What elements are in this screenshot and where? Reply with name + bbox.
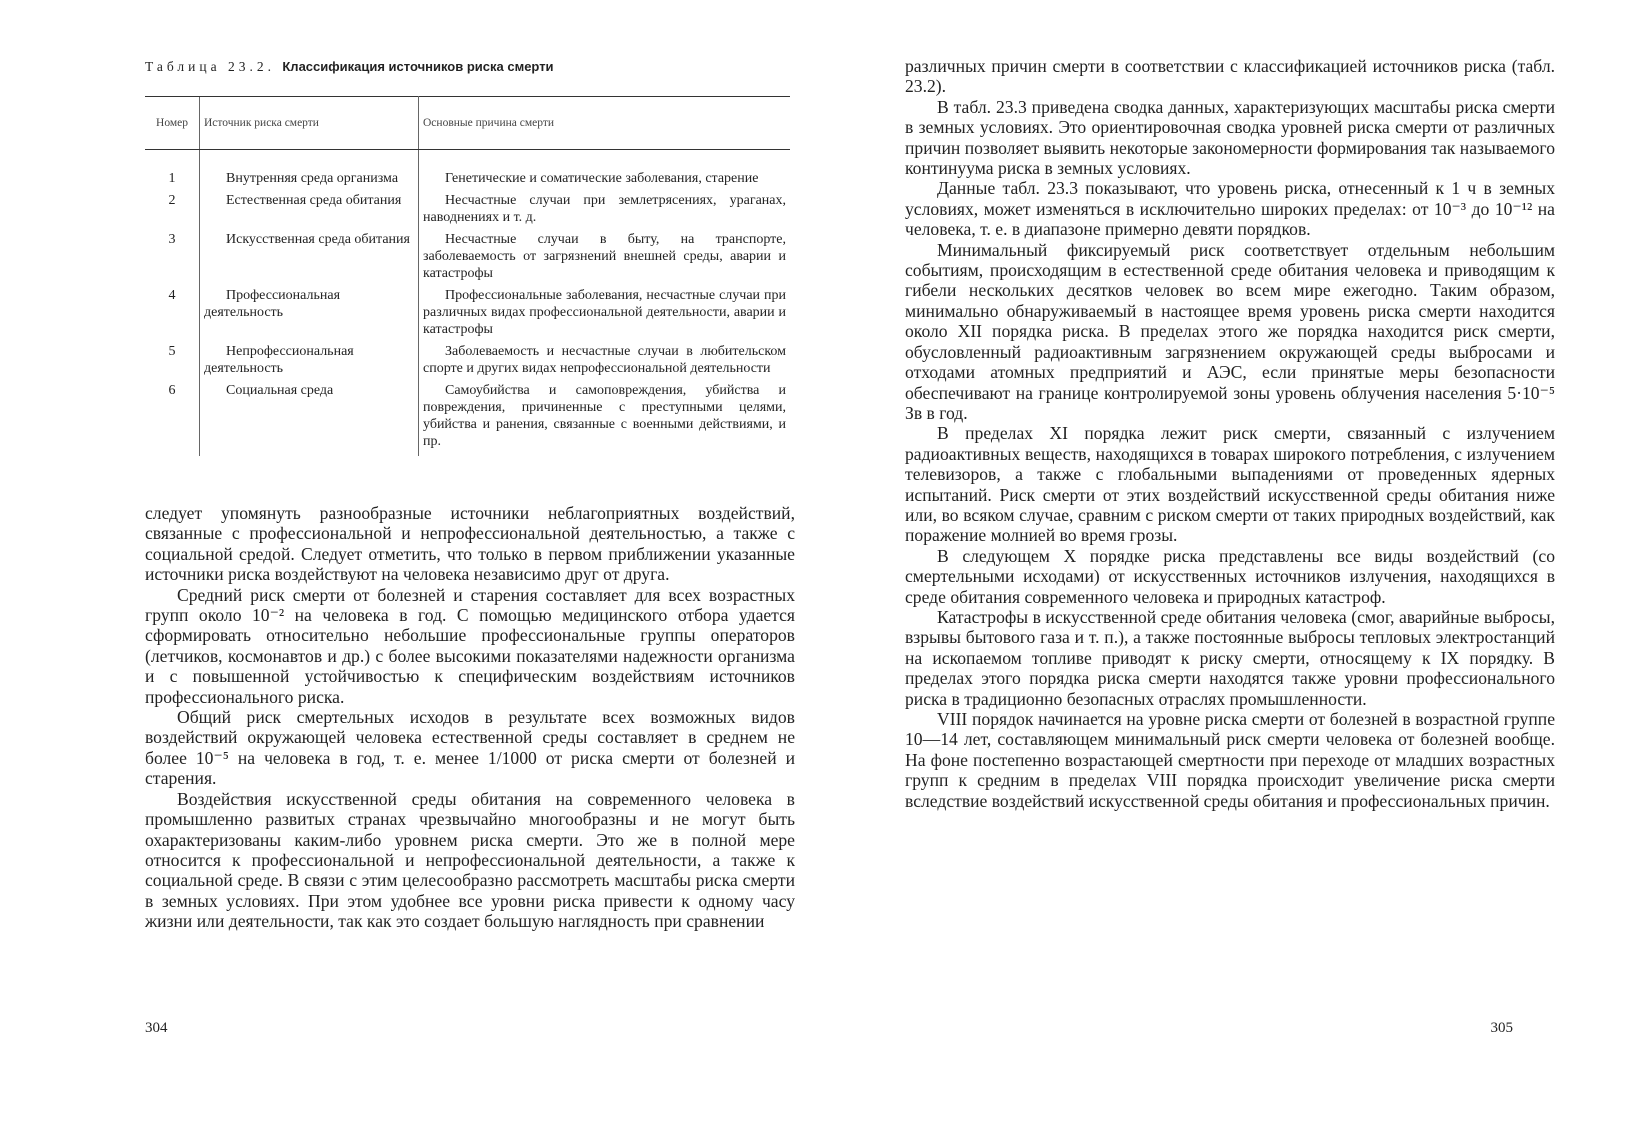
table-row bbox=[145, 342, 790, 381]
page-number: 305 bbox=[1490, 1020, 1513, 1036]
row-number: 4 bbox=[168, 288, 176, 303]
row-source: Внутренняя среда организма bbox=[200, 150, 419, 192]
table-row bbox=[145, 230, 790, 286]
table-row bbox=[145, 191, 790, 230]
row-source: Непрофессиональная деятельность bbox=[200, 342, 419, 381]
paragraph: Минимальный фиксируемый риск соответствует отдельным небольшим событиям, происходящим в естественной среде обитания человека и приводящим к гибели нескольких десятков человек во всем мире ежегодно. Таким образом, минимально обнаруживаемый в настоящее время уровень риска смерти находится около XII порядка риска. В пределах этого же порядка находится риск смерти, обусловленный радиоактивным загрязнением окружающей среды выбросами и отходами атомных предприятий и АЭС, если принятые меры безопасности обеспечивают на границе контролируемой зоны уровень облучения населения 5·10⁻⁵ Зв в год. bbox=[905, 239, 1555, 423]
header-causes: Основные причина смерти bbox=[419, 97, 791, 150]
row-causes: Генетические и соматические заболевания, старение bbox=[445, 171, 759, 186]
row-causes: Заболеваемость и несчастные случаи в любительском спорте и других видах непрофессиональной деятельности bbox=[423, 344, 786, 376]
table-caption bbox=[145, 59, 795, 75]
row-causes: Несчастные случаи при землетрясениях, ураганах, наводнениях и т. д. bbox=[423, 193, 786, 225]
paragraph: Данные табл. 23.3 показывают, что уровень риска, отнесенный к 1 ч в земных условиях, может изменяться в исключительно широких пределах: от 10⁻³ до 10⁻¹² на человека, т. е. в диапазоне примерно девяти порядков. bbox=[905, 178, 1555, 240]
paragraph: В табл. 23.3 приведена сводка данных, характеризующих масштабы риска смерти в земных условиях. Это ориентировочная сводка уровней риска смерти от различных причин позволяет выявить некоторые закономерности формирования так называемого континуума риска в земных условиях. bbox=[905, 96, 1555, 179]
table-row bbox=[145, 286, 790, 342]
row-number: 1 bbox=[168, 171, 176, 186]
table-row bbox=[145, 381, 790, 456]
table-caption-title: Классификация источников риска смерти bbox=[282, 59, 554, 74]
table-caption-prefix: Таблица 23.2. bbox=[145, 59, 275, 74]
row-source: Социальная среда bbox=[200, 381, 419, 456]
paragraph: Воздействия искусственной среды обитания на современного человека в промышленно развитых странах чрезвычайно многообразны и не могут быть охарактеризованы каким-либо уровнем риска смерти. Это же в полной мере относится к профессиональной и непрофессиональной деятельности, а также к социальной среде. В связи с этим целесообразно рассмотреть масштабы риска смерти в земных условиях. При этом удобнее все уровни риска привести к одному часу жизни или деятельности, так как это создает большую наглядность при сравнении bbox=[145, 788, 795, 932]
row-causes: Самоубийства и самоповреждения, убийства и повреждения, причиненные с преступными целями, убийства и ранения, связанные с военными действиями, и пр. bbox=[423, 383, 786, 449]
paragraph: Общий риск смертельных исходов в результате всех возможных видов воздействий окружающей человека естественной среды составляет в среднем не более 10⁻⁵ на человека в год, т. е. менее 1/1000 от риска смерти от болезней и старения. bbox=[145, 707, 795, 789]
table-row bbox=[145, 150, 790, 192]
row-number: 2 bbox=[168, 193, 176, 208]
paragraph: Средний риск смерти от болезней и старения составляет для всех возрастных групп около 10⁻² на человека в год. С помощью медицинского отбора удается сформировать относительно небольшие профессиональные группы операторов (летчиков, космонавтов и др.) с более высокими показателями надежности организма и с повышенной устойчивостью к специфическим воздействиям источников профессионального риска. bbox=[145, 584, 795, 707]
paragraph: VIII порядок начинается на уровне риска смерти от болезней в возрастной группе 10—14 лет, составляющем минимальный риск смерти человека от болезней вообще. На фоне постепенно возрастающей смертности при переходе от младших возрастных групп к средним в пределах VIII порядка происходит увеличение риска смерти вследствие воздействий искусственной среды обитания и профессиональных причин. bbox=[905, 709, 1555, 811]
left-body-text bbox=[145, 503, 795, 932]
left-page bbox=[145, 0, 795, 1148]
table-header-row bbox=[145, 97, 790, 150]
paragraph: различных причин смерти в соответствии с классификацией источников риска (табл. 23.2). bbox=[905, 56, 1555, 97]
row-number: 6 bbox=[168, 383, 176, 398]
header-number: Номер bbox=[145, 97, 200, 150]
row-source: Естественная среда обитания bbox=[200, 191, 419, 230]
header-source: Источник риска смерти bbox=[200, 97, 419, 150]
paragraph: В следующем X порядке риска представлены все виды воздействий (со смертельными исходами) от искусственных источников излучения, находящихся в среде обитания современного человека и природных катастроф. bbox=[905, 545, 1555, 607]
paragraph: следует упомянуть разнообразные источники неблагоприятных воздействий, связанные с профессиональной и непрофессиональной деятельностью, а также с социальной средой. Следует отметить, что только в первом приближении указанные источники риска воздействуют на человека независимо друг от друга. bbox=[145, 503, 795, 585]
row-number: 5 bbox=[168, 344, 176, 359]
row-source: Профессиональная деятельность bbox=[200, 286, 419, 342]
row-source: Искусственная среда обитания bbox=[200, 230, 419, 286]
paragraph: В пределах XI порядка лежит риск смерти, связанный с излучением радиоактивных веществ, находящихся в товарах широкого потребления, с излучением телевизоров, а также с глобальными выпадениями от проведенных ядерных испытаний. Риск смерти от этих воздействий искусственной среды обитания ниже или, во всяком случае, сравним с риском смерти от таких природных воздействий, как поражение молнией во время грозы. bbox=[905, 423, 1555, 546]
row-number: 3 bbox=[168, 232, 176, 247]
paragraph: Катастрофы в искусственной среде обитания человека (смог, аварийные выбросы, взрывы бытового газа и т. п.), а также постоянные выбросы тепловых электростанций на ископаемом топливе приводят к риску смерти, относящему к IX порядку. В пределах этого порядка риска смерти находятся также уровни профессионального риска в традиционно безопасных отраслях промышленности. bbox=[905, 606, 1555, 709]
right-page bbox=[905, 0, 1555, 1148]
row-causes: Профессиональные заболевания, несчастные случаи при различных видах профессиональной деятельности, аварии и катастрофы bbox=[423, 288, 786, 337]
page-number: 304 bbox=[145, 1020, 168, 1036]
right-body-text bbox=[905, 56, 1555, 811]
row-causes: Несчастные случаи в быту, на транспорте, заболеваемость от загрязнений внешней среды, аварии и катастрофы bbox=[423, 232, 786, 281]
risk-classification-table bbox=[145, 96, 790, 456]
